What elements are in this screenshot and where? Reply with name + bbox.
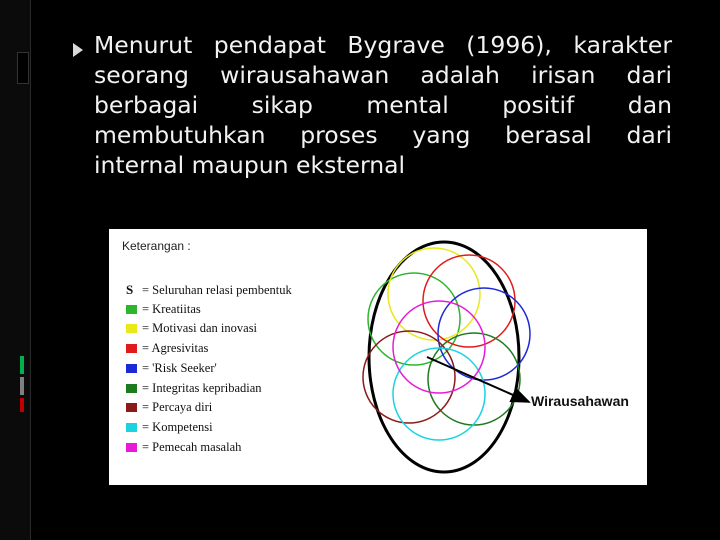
legend-color-swatch-icon bbox=[126, 423, 137, 432]
legend-item bbox=[126, 321, 257, 335]
bullet-line: internal maupun eksternal bbox=[94, 151, 406, 179]
legend-item bbox=[126, 381, 262, 395]
legend-color-swatch-icon bbox=[126, 403, 137, 412]
legend-title: Keterangan : bbox=[122, 239, 191, 253]
legend-item bbox=[126, 341, 208, 355]
legend-item bbox=[126, 400, 212, 414]
legend-item bbox=[126, 361, 217, 375]
gray-accent-bar bbox=[20, 377, 24, 395]
legend-color-swatch-icon bbox=[126, 305, 137, 314]
legend-label: = Motivasi dan inovasi bbox=[142, 321, 258, 336]
red-accent-bar bbox=[20, 398, 24, 412]
bullet-line: Menurut pendapat Bygrave (1996), karakter bbox=[94, 31, 672, 59]
legend-item bbox=[126, 282, 292, 296]
legend-color-swatch-icon bbox=[126, 324, 137, 333]
bullet-line: seorang wirausahawan adalah irisan dari bbox=[94, 61, 672, 89]
green-accent-bar bbox=[20, 356, 24, 374]
legend-color-swatch-icon bbox=[126, 443, 137, 452]
bullet-line: membutuhkan proses yang berasal dari bbox=[94, 121, 672, 149]
circle-motivasi bbox=[388, 248, 480, 340]
legend-item bbox=[126, 420, 213, 434]
circle-percaya-diri bbox=[363, 331, 455, 423]
triangle-bullet-icon bbox=[73, 43, 83, 57]
legend-item bbox=[126, 440, 241, 454]
pointer-arrow bbox=[427, 357, 529, 402]
black-square-decoration bbox=[17, 52, 29, 84]
legend-item bbox=[126, 302, 201, 316]
legend-label: = Pemecah masalah bbox=[142, 439, 242, 454]
legend-label: = 'Risk Seeker' bbox=[142, 360, 217, 375]
legend-label: = Agresivitas bbox=[142, 341, 209, 356]
legend-label: = Percaya diri bbox=[142, 400, 213, 415]
legend-color-swatch-icon bbox=[126, 344, 137, 353]
venn-figure bbox=[109, 229, 647, 485]
bullet-line: berbagai sikap mental positif dan bbox=[94, 91, 672, 119]
legend-label: = Kreatiitas bbox=[142, 301, 201, 316]
left-divider-line bbox=[30, 0, 31, 540]
legend-label: = Integritas kepribadian bbox=[142, 380, 262, 395]
legend-label: = Kompetensi bbox=[142, 419, 213, 434]
legend-symbol: S bbox=[126, 282, 134, 297]
bullet-paragraph bbox=[94, 30, 672, 180]
legend-color-swatch-icon bbox=[126, 384, 137, 393]
wirausahawan-label: Wirausahawan bbox=[531, 393, 629, 409]
legend-label: = Seluruhan relasi pembentuk bbox=[142, 283, 292, 297]
legend-color-swatch-icon bbox=[126, 364, 137, 373]
